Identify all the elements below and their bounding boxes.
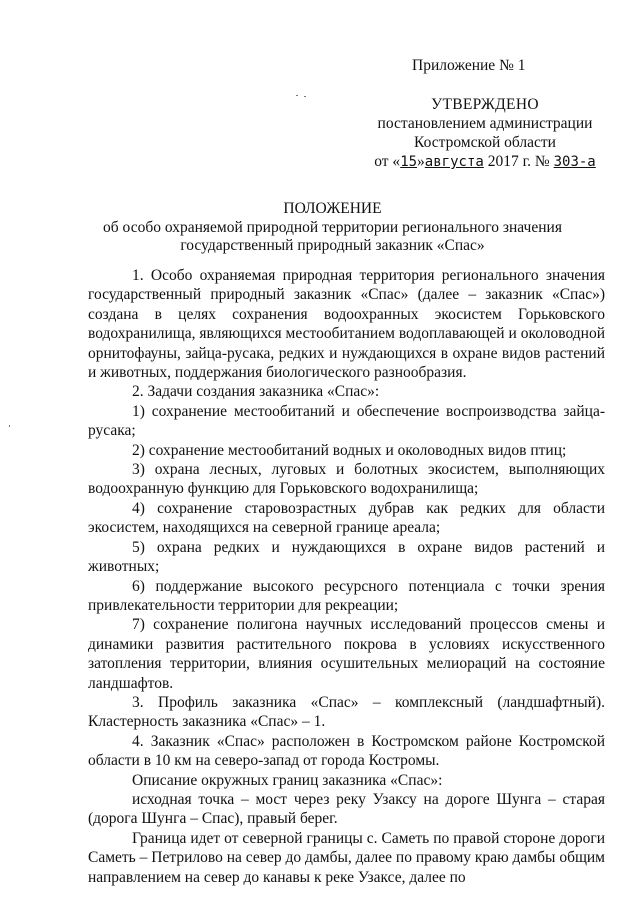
approved-by-line1: постановлением администрации	[377, 115, 593, 132]
paragraph: исходная точка – мост через реку Узаксу на дороге Шунга – старая (дорога Шунга – Спас), правый берег.	[88, 790, 605, 828]
document-subtitle-line1: об особо охраняемой природной территории регионального значения	[103, 219, 562, 236]
paragraph: Граница идет от северной границы с. Саметь по правой стороне дороги Саметь – Петрилово на север до дамбы, далее по правому краю дамбы общим направлением на север до канавы к реке Узаксе, далее по	[88, 829, 605, 886]
paragraph: 2) сохранение местообитаний водных и околоводных видов птиц;	[132, 441, 567, 459]
approval-date-line	[360, 152, 610, 172]
approved-title: УТВЕРЖДЕНО	[431, 96, 539, 113]
paragraph: 4. Заказник «Спас» расположен в Костромском районе Костромской области в 10 км на северо-запад от города Костромы.	[88, 732, 605, 770]
paragraph: Описание окружных границ заказника «Спас»:	[132, 771, 443, 789]
paragraph: 2. Задачи создания заказника «Спас»:	[132, 383, 380, 401]
paragraph: 7) сохранение полигона научных исследований процессов смены и динамики развития растительного покрова в условиях искусственного затопления территории, влияния осушительных мелиораций на состояние ландшафтов.	[88, 616, 605, 692]
decree-number: 303-а	[553, 154, 596, 170]
date-close: »	[417, 153, 425, 170]
annex-number: Приложение № 1	[412, 57, 526, 74]
date-month: августа	[424, 154, 484, 170]
scan-speck	[9, 425, 10, 427]
paragraph: 3) охрана лесных, луговых и болотных экосистем, выполняющих водоохранную функцию для Горьковского водохранилища;	[88, 461, 605, 498]
document-title: ПОЛОЖЕНИЕ	[283, 200, 382, 217]
approval-block	[360, 95, 610, 172]
paragraph: 1. Особо охраняемая природная территория регионального значения государственный природный заказник «Спас» (далее – заказник «Спас») создана в целях сохранения водоохранных экосистем Горьковского водохранилища, являющихся местообитанием водоплавающей и околоводной орнитофауны, зайца-русака, редких и нуждающихся в охране видов растений и животных, поддержания биологического разнообразия.	[88, 267, 605, 382]
scan-speck	[304, 96, 306, 97]
paragraph: 6) поддержание высокого ресурсного потенциала с точки зрения привлекательности территории для рекреации;	[88, 577, 605, 614]
document-title-block	[60, 200, 605, 255]
paragraph: 4) сохранение старовозрастных дубрав как редких для области экосистем, находящихся на северной границе ареала;	[88, 499, 605, 537]
scan-speck	[296, 95, 298, 96]
paragraph: 3. Профиль заказника «Спас» – комплексный (ландшафтный). Кластерность заказника «Спас» – 1.	[88, 693, 605, 731]
date-year: 2017 г. №	[483, 153, 554, 170]
paragraph: 5) охрана редких и нуждающихся в охране видов растений и животных;	[88, 538, 605, 576]
date-day: 15	[400, 154, 418, 170]
approved-by-line2: Костромской области	[414, 134, 556, 151]
document-subtitle-line2: государственный природный заказник «Спас»	[180, 237, 485, 254]
date-prefix: от «	[374, 153, 401, 170]
paragraph: 1) сохранение местообитаний и обеспечение воспроизводства зайца-русака;	[88, 402, 605, 440]
document-body	[88, 266, 605, 887]
